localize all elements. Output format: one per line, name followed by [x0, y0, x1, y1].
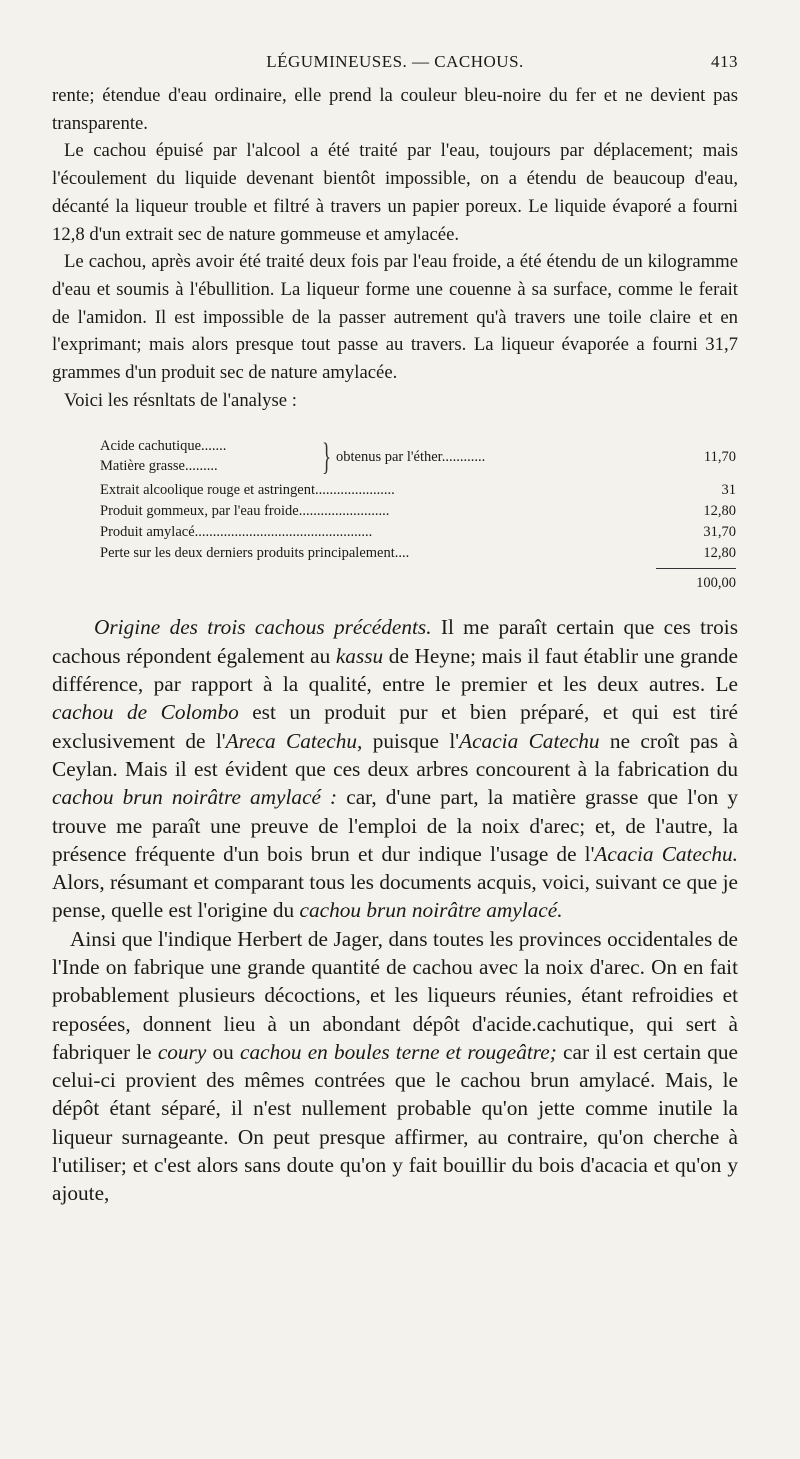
- top-text-block: [52, 82, 738, 414]
- bottom-text-block: [52, 613, 738, 1207]
- total-value: 100,00: [696, 575, 736, 592]
- brace-icon: }: [322, 436, 332, 479]
- analysis-table: [100, 436, 736, 595]
- table-row: [100, 522, 736, 543]
- row-value: 12,80: [703, 503, 736, 520]
- row-label: Produit amylacé.................................................: [100, 524, 373, 541]
- paragraph-jager: Ainsi que l'indique Herbert de Jager, dans toutes les provinces occidentales de l'Inde on fabrique une grande quantité de cachou avec la noix d'arec. On en fait probablement plusieurs décoctions, et les liqueurs réunies, étant refroidies et reposées, donnent lieu à un abondant dépôt d'acide.cachutique, qui sert à fabriquer le coury ou cachou en boules terne et rougeâtre; car il est certain que celui-ci provient des mêmes contrées que le cachou brun amylacé. Mais, le dépôt étant séparé, il n'est nullement probable qu'on jette comme inutile la liqueur surnageante. On peut presque affirmer, au contraire, qu'on cherche à l'utiliser; et c'est alors sans doute qu'on y fait bouillir du bois d'acacia et qu'on y ajoute,: [52, 926, 738, 1206]
- row-label: Perte sur les deux derniers produits principalement....: [100, 545, 410, 562]
- section-heading: Origine des trois cachous précédents.: [94, 615, 432, 640]
- group-value: 11,70: [703, 449, 736, 466]
- running-header: [52, 52, 738, 82]
- group-label-fat: Matière grasse.........: [100, 458, 218, 475]
- paragraph-origin: Origine des trois cachous précédents. Il me paraît certain que ces trois cachous répondent également au kassu de Heyne; mais il faut établir une grande différence, par rapport à la qualité, entre le premier et les deux autres. Le cachou de Colombo est un produit pur et bien préparé, et qui est tiré exclusivement de l'Areca Catechu, puisque l'Acacia Catechu ne croît pas à Ceylan. Mais il est évident que ces deux arbres concourent à la fabrication du cachou brun noirâtre amylacé : car, d'une part, la matière grasse que l'on y trouve me paraît une preuve de l'emploi de la noix d'arec; et, de l'autre, la présence fréquente d'un bois brun et dur indique l'usage de l'Acacia Catechu. Alors, résumant et comparant tous les documents acquis, voici, suivant ce que je pense, quelle est l'origine du cachou brun noirâtre amylacé.: [52, 615, 738, 923]
- paragraph: rente; étendue d'eau ordinaire, elle prend la couleur bleu-noire du fer et ne devient pas transparente.: [52, 85, 738, 134]
- book-page: [52, 52, 738, 1208]
- table-row: [100, 543, 736, 564]
- group-description: obtenus par l'éther............: [336, 449, 486, 466]
- table-row: [100, 480, 736, 501]
- row-value: 31,70: [703, 524, 736, 541]
- group-label-acid: Acide cachutique.......: [100, 438, 227, 455]
- page-number: 413: [711, 52, 738, 71]
- paragraph: Le cachou, après avoir été traité deux fois par l'eau froide, a été étendu de un kilogramme d'eau et soumis à l'ébullition. La liqueur forme une couenne à sa surface, comme le ferait de l'amidon. Il est impossible de la passer autrement qu'à travers une toile claire et en l'exprimant; mais alors presque tout passe au travers. La liqueur évaporée a fourni 31,7 grammes d'un produit sec de nature amylacée.: [52, 251, 738, 384]
- row-value: 12,80: [703, 545, 736, 562]
- row-value: 31: [721, 482, 736, 499]
- row-label: Extrait alcoolique rouge et astringent......................: [100, 482, 395, 499]
- table-row: [100, 501, 736, 522]
- paragraph: Voici les résnltats de l'analyse :: [64, 389, 297, 411]
- ether-extract-group: [100, 436, 736, 480]
- paragraph: Le cachou épuisé par l'alcool a été traité par l'eau, toujours par déplacement; mais l'écoulement du liquide devenant bientôt impossible, on a étendu de beaucoup d'eau, décanté la liqueur trouble et filtré à travers un papier poreux. Le liquide évaporé a fourni 12,8 d'un extrait sec de nature gommeuse et amylacée.: [52, 140, 738, 245]
- running-title: LÉGUMINEUSES. — CACHOUS.: [266, 52, 524, 71]
- row-label: Produit gommeux, par l'eau froide.........................: [100, 503, 390, 520]
